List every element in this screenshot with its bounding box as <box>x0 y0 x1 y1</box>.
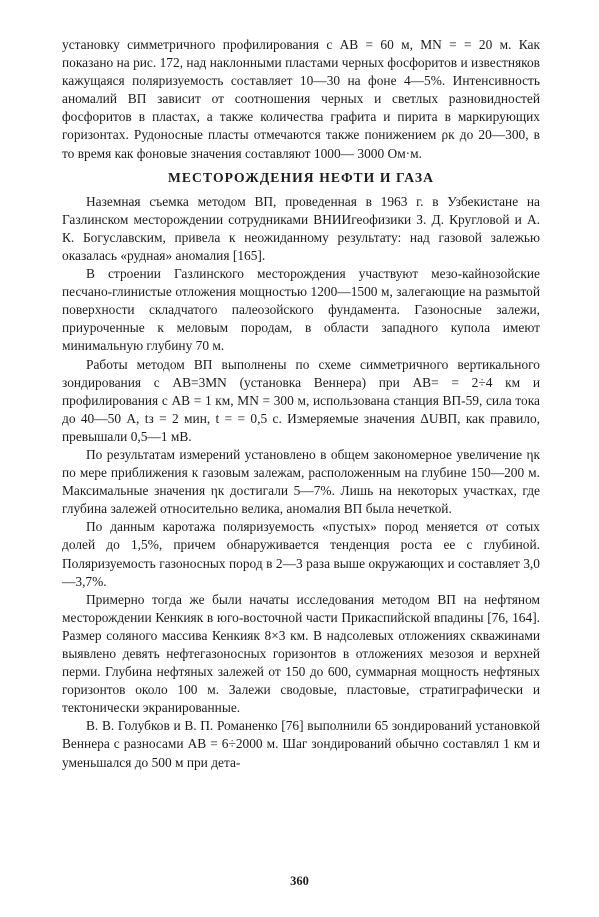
paragraph-measurement-results: По результатам измерений установлено в общем закономерное увеличение ηк по мере приближения к газовым залежам, расположенным на глубине 150—200 м. Максимальные значения ηк достигали 5—7%. Лишь на некоторых участках, где глубина залежей относительно велика, аномалия ВП была нечеткой. <box>62 446 540 517</box>
paragraph-continuation: установку симметричного профилирования с AB = 60 м, MN = = 20 м. Как показано на рис. 172, над наклонными пластами черных фосфоритов и известняков кажущаяся поляризуемость составляет 10—30 на фоне 4—5%. Интенсивность аномалий ВП зависит от соотношения черных и светлых разновидностей фосфоритов в пластах, а также количества графита и пирита в маркирующих горизонтах. Рудоносные пласты отмечаются также понижением ρк до 20—300, в то время как фоновые значения составляют 1000— 3000 Ом·м. <box>62 37 540 161</box>
page-number: 360 <box>290 874 309 888</box>
paragraph-gazli-structure: В строении Газлинского месторождения участвуют мезо-кайнозойские песчано-глинистые отложения мощностью 1200—1500 м, залегающие на размытой поверхности складчатого палеозойского фундамента. Газоносные залежи, приуроченные к меловым породам, в области западного купола имеют минимальную глубину 70 м. <box>62 266 540 354</box>
paragraph-logging-data: По данным каротажа поляризуемость «пустых» пород меняется от сотых долей до 1,5%, причем обнаруживается тенденция роста ее с глубиной. Поляризуемость газоносных пород в 2—3 раза выше окружающих и составляет 3,0—3,7%. <box>62 519 540 589</box>
paragraph-golubkov: В. В. Голубков и В. П. Романенко [76] выполнили 65 зондирований установкой Веннера с разносами AB = 6÷2000 м. Шаг зондирований обычно составлял 1 км и уменьшался до 500 м при дета- <box>62 718 540 770</box>
paragraph-gazli-survey: Наземная съемка методом ВП, проведенная в 1963 г. в Узбекистане на Газлинском месторождении сотрудниками ВНИИгеофизики З. Д. Кругловой и А. К. Богуславским, привела к неожиданному результату: над газовой залежью оказалась «рудная» аномалия [165]. <box>62 193 540 263</box>
paragraph-kenkiyak: Примерно тогда же были начаты исследования методом ВП на нефтяном месторождении Кенкияк в юго-восточной части Прикаспийской впадины [76, 164]. Размер соляного массива Кенкияк 8×3 км. В надсолевых отложениях скважинами выявлено девять нефтегазоносных горизонтов в отложениях мезозоя и верхней перми. Глубина нефтяных залежей от 150 до 600, суммарная мощность нефтяных горизонтов около 100 м. Залежи сводовые, пластовые, стратиграфически и тектонически экранированные. <box>62 591 540 716</box>
page-body <box>62 36 540 772</box>
paragraph-ip-method: Работы методом ВП выполнены по схеме симметричного вертикального зондирования с AB=3MN (установка Веннера) при AB= = 2÷4 км и профилирования с AB = 1 км, MN = 300 м, использована станция ВП-59, сила тока до 40—50 А, tз = 2 мин, t = = 0,5 с. Измеряемые значения ΔUВП, как правило, превышали 0,5—1 мВ. <box>62 356 540 444</box>
section-title: МЕСТОРОЖДЕНИЯ НЕФТИ И ГАЗА <box>167 169 435 185</box>
